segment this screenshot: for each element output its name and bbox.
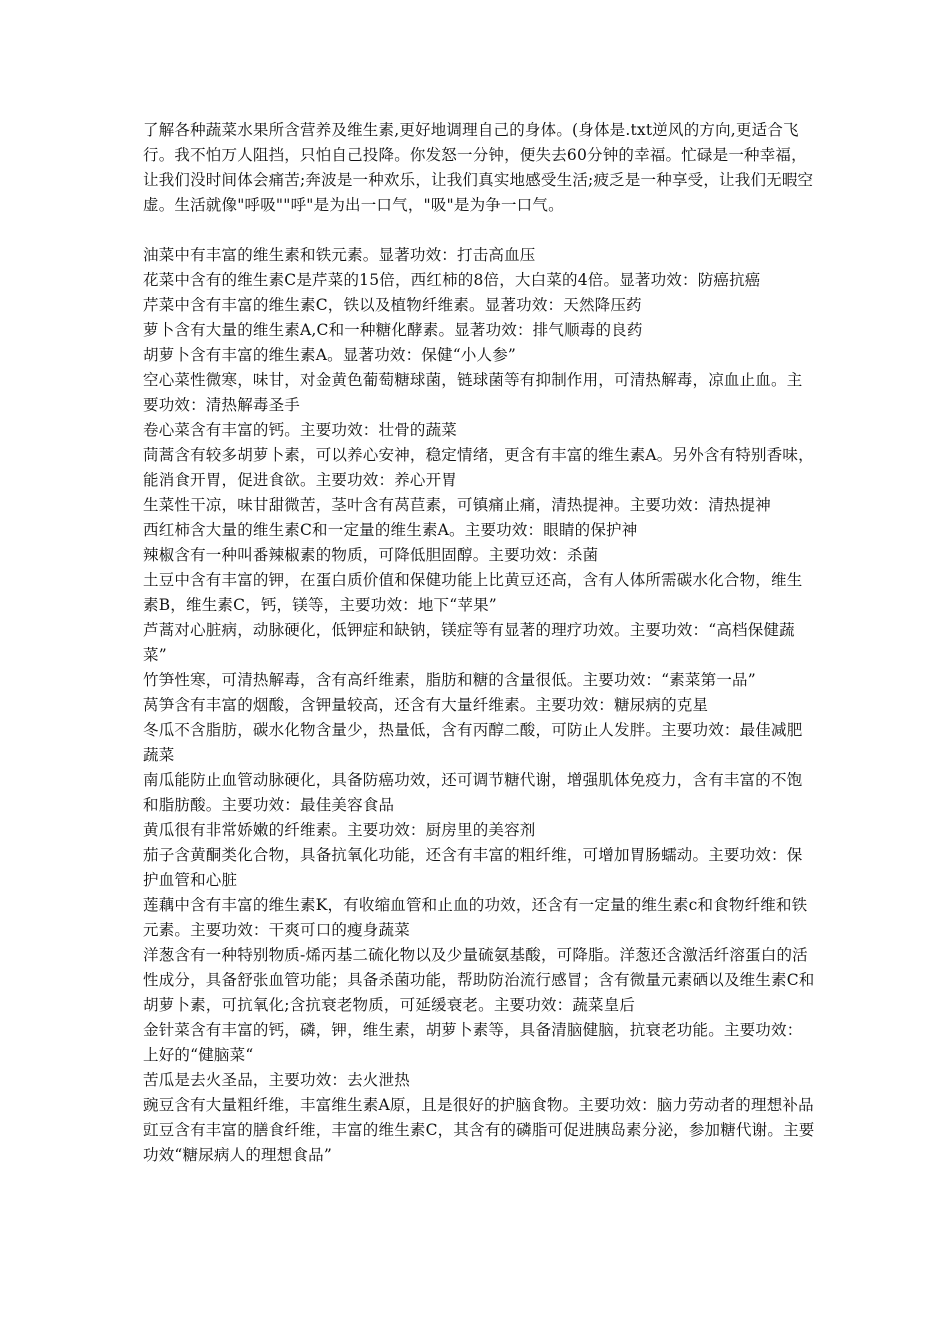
list-item: 生菜性干凉，味甘甜微苦，茎叶含有莴苣素，可镇痛止痛，清热提神。主要功效：清热提神 [143,496,772,514]
list-item: 豇豆含有丰富的膳食纤维，丰富的维生素C，其含有的磷脂可促进胰岛素分泌，参加糖代谢。主要功效“糖尿病人的理想食品” [143,1121,815,1164]
list-item: 茄子含黄酮类化合物，具备抗氧化功能，还含有丰富的粗纤维，可增加胃肠蠕动。主要功效：保护血管和心脏 [143,846,803,889]
list-item: 芹菜中含有丰富的维生素C，铁以及植物纤维素。显著功效：天然降压药 [143,296,642,314]
paragraph-spacer [143,218,815,243]
list-item: 西红柿含大量的维生素C和一定量的维生素A。主要功效：眼睛的保护神 [143,521,638,539]
list-item: 豌豆含有大量粗纤维，丰富维生素A原，且是很好的护脑食物。主要功效：脑力劳动者的理想补品 [143,1096,814,1114]
list-item: 花菜中含有的维生素C是芹菜的15倍，西红柿的8倍，大白菜的4倍。显著功效：防癌抗癌 [143,271,761,289]
list-item: 苦瓜是去火圣品，主要功效：去火泄热 [143,1071,410,1089]
list-item: 南瓜能防止血管动脉硬化，具备防癌功效，还可调节糖代谢，增强肌体免疫力，含有丰富的不饱和脂肪酸。主要功效：最佳美容食品 [143,771,803,814]
list-item: 冬瓜不含脂肪，碳水化物含量少，热量低，含有丙醇二酸，可防止人发胖。主要功效：最佳减肥蔬菜 [143,721,803,764]
list-item: 竹笋性寒，可清热解毒，含有高纤维素，脂肪和糖的含量很低。主要功效：“素菜第一品” [143,671,756,689]
list-item: 油菜中有丰富的维生素和铁元素。显著功效：打击高血压 [143,246,536,264]
list-item: 辣椒含有一种叫番辣椒素的物质，可降低胆固醇。主要功效：杀菌 [143,546,599,564]
list-item: 金针菜含有丰富的钙，磷，钾，维生素，胡萝卜素等，具备清脑健脑，抗衰老功能。主要功效：上好的“健脑菜“ [143,1021,803,1064]
intro-paragraph: 了解各种蔬菜水果所含营养及维生素,更好地调理自己的身体。(身体是.txt逆风的方向,更适合飞行。我不怕万人阻挡，只怕自己投降。你发怒一分钟，便失去60分钟的幸福。忙碌是一种幸福，让我们没时间体会痛苦;奔波是一种欢乐，让我们真实地感受生活;疲乏是一种享受，让我们无暇空虚。生活就像"呼吸""呼"是为出一口气，"吸"是为争一口气。 [143,121,814,214]
list-item: 黄瓜很有非常娇嫩的纤维素。主要功效：厨房里的美容剂 [143,821,536,839]
document-page [143,118,815,1168]
list-item: 莴笋含有丰富的烟酸，含钾量较高，还含有大量纤维素。主要功效：糖尿病的克星 [143,696,709,714]
list-item: 空心菜性微寒，味甘，对金黄色葡萄糖球菌，链球菌等有抑制作用，可清热解毒，凉血止血。主要功效：清热解毒圣手 [143,371,803,414]
list-item: 胡萝卜含有丰富的维生素A。显著功效：保健“小人参” [143,346,517,364]
list-item: 洋葱含有一种特别物质-烯丙基二硫化物以及少量硫氨基酸，可降脂。洋葱还含激活纤溶蛋白的活性成分，具备舒张血管功能；具备杀菌功能，帮助防治流行感冒；含有微量元素硒以及维生素C和胡萝卜素，可抗氧化;含抗衰老物质，可延缓衰老。主要功效：蔬菜皇后 [143,946,815,1014]
list-item: 萝卜含有大量的维生素A,C和一种糖化酵素。显著功效：排气顺毒的良药 [143,321,643,339]
list-item: 莲藕中含有丰富的维生素K，有收缩血管和止血的功效，还含有一定量的维生素c和食物纤维和铁元素。主要功效：干爽可口的瘦身蔬菜 [143,896,808,939]
vegetable-list [143,243,815,1168]
list-item: 茼蒿含有较多胡萝卜素，可以养心安神，稳定情绪，更含有丰富的维生素A。另外含有特别香味，能消食开胃，促进食欲。主要功效：养心开胃 [143,446,814,489]
list-item: 卷心菜含有丰富的钙。主要功效：壮骨的蔬菜 [143,421,458,439]
list-item: 芦蒿对心脏病，动脉硬化，低钾症和缺钠，镁症等有显著的理疗功效。主要功效：“高档保健蔬菜” [143,621,795,664]
list-item: 土豆中含有丰富的钾，在蛋白质价值和保健功能上比黄豆还高，含有人体所需碳水化合物，维生素B，维生素C，钙，镁等，主要功效：地下“苹果” [143,571,803,614]
